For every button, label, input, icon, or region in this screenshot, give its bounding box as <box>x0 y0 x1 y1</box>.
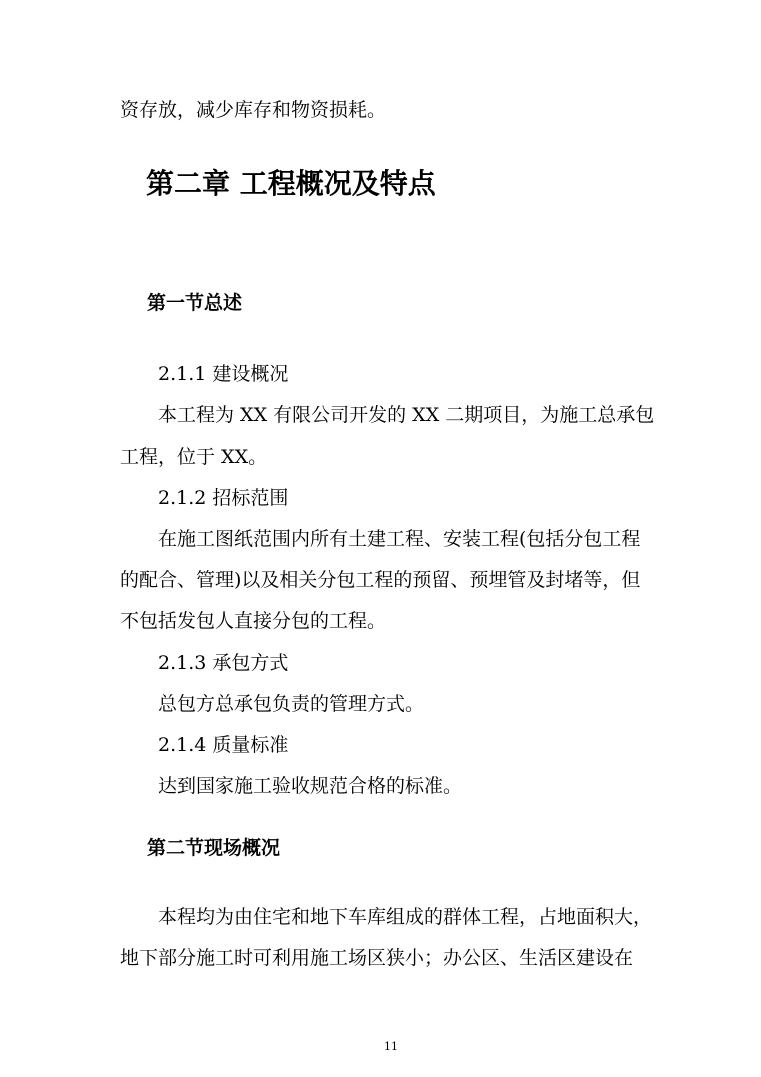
item-3-heading: 2.1.3 承包方式 <box>158 652 289 674</box>
item-1-line-2: 工程，位于 XX。 <box>120 446 268 468</box>
page-number: 11 <box>384 1040 398 1053</box>
item-3-line-1: 总包方总承包负责的管理方式。 <box>158 693 425 715</box>
section-2-title: 第二节现场概况 <box>147 837 281 859</box>
item-1-line-1: 本工程为 XX 有限公司开发的 XX 二期项目，为施工总承包 <box>158 404 655 426</box>
section-2-line-2: 地下部分施工时可利用施工场区狭小；办公区、生活区建设在 <box>120 947 634 969</box>
chapter-title: 第二章 工程概况及特点 <box>146 167 436 200</box>
intro-text: 资存放，减少库存和物资损耗。 <box>120 99 387 121</box>
section-1-title: 第一节总述 <box>147 292 243 314</box>
item-2-line-3: 不包括发包人直接分包的工程。 <box>120 610 387 632</box>
item-1-heading: 2.1.1 建设概况 <box>158 363 289 385</box>
item-4-line-1: 达到国家施工验收规范合格的标准。 <box>158 775 463 797</box>
item-2-line-2: 的配合、管理)以及相关分包工程的预留、预埋管及封堵等，但 <box>120 569 641 591</box>
item-2-heading: 2.1.2 招标范围 <box>158 487 289 509</box>
item-4-heading: 2.1.4 质量标准 <box>158 734 289 756</box>
section-2-line-1: 本程均为由住宅和地下车库组成的群体工程，占地面积大， <box>158 906 653 928</box>
item-2-line-1: 在施工图纸范围内所有土建工程、安装工程(包括分包工程 <box>158 528 641 550</box>
